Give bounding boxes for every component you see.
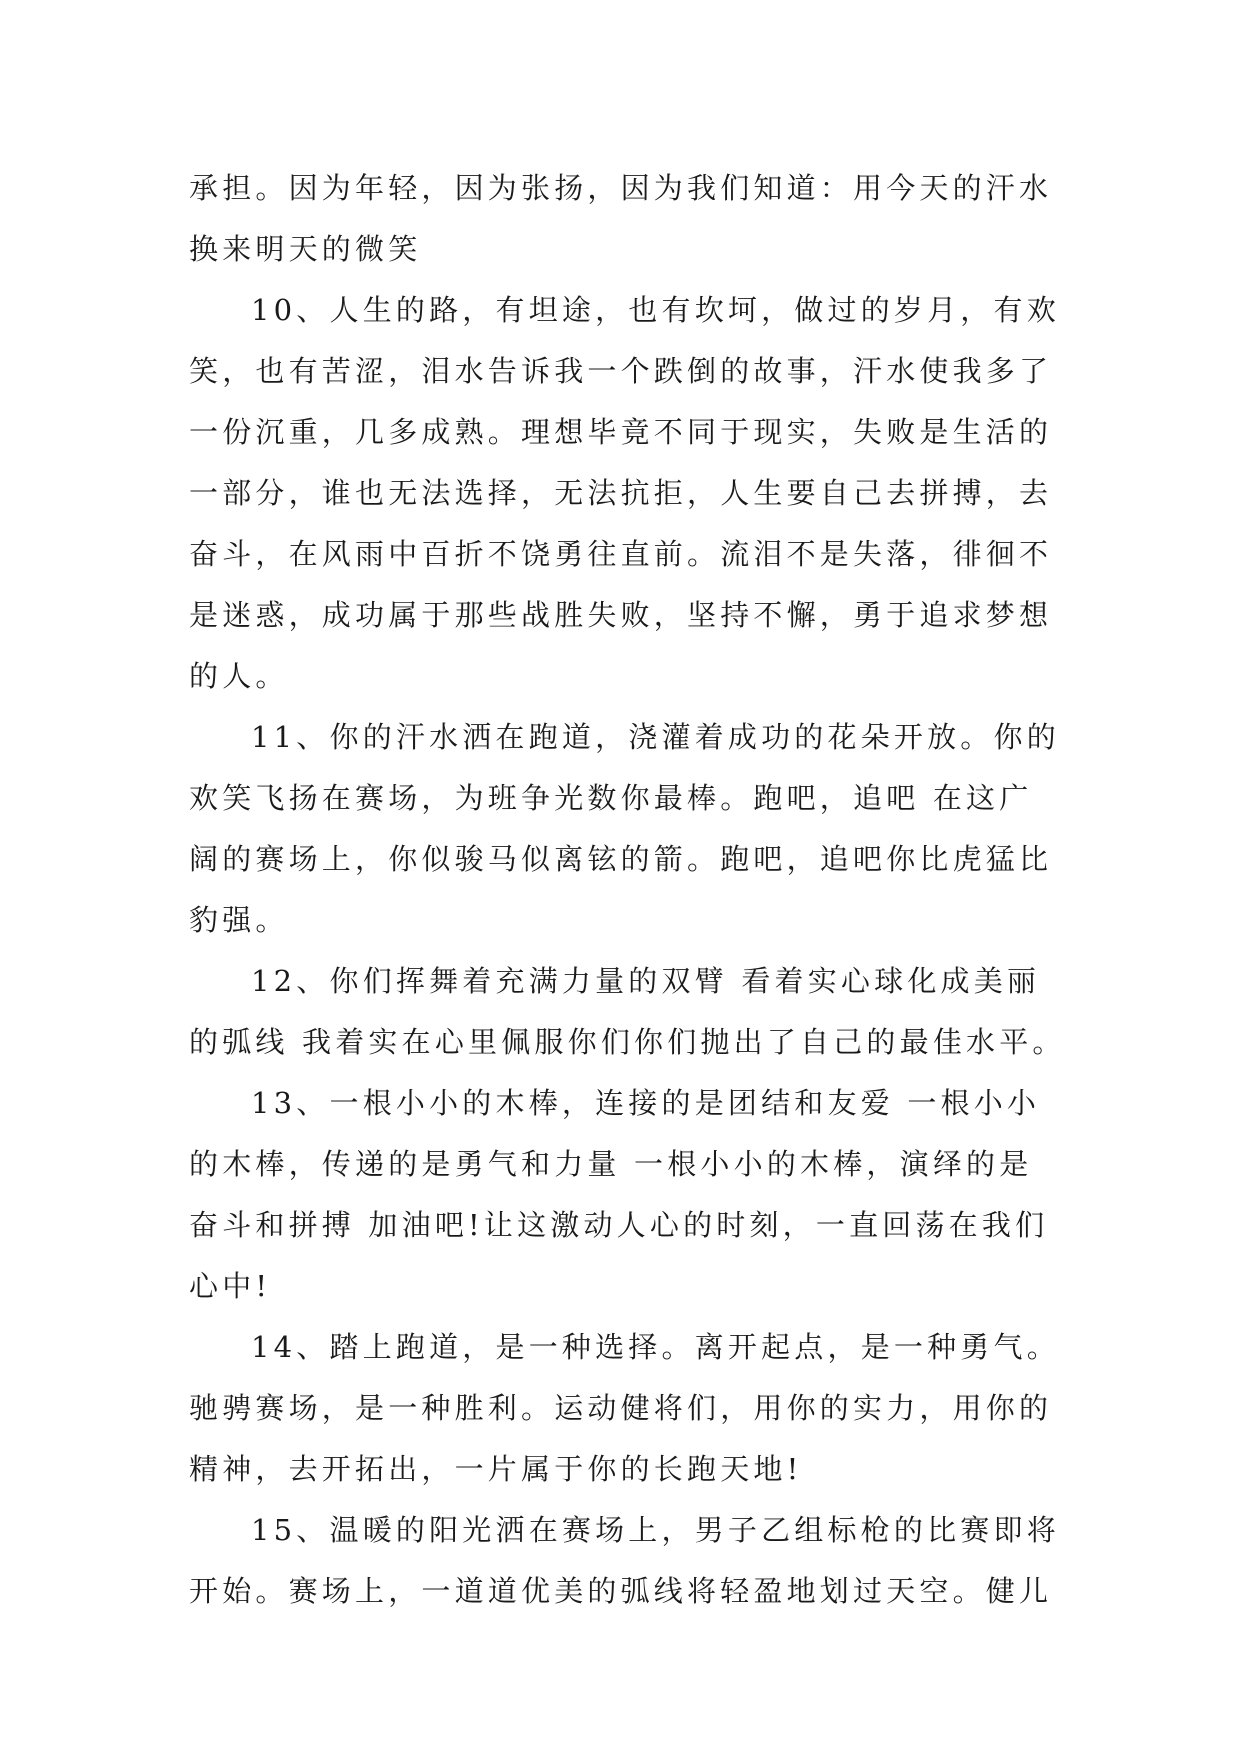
text-line: 12、你们挥舞着充满力量的双臂 看着实心球化成美丽: [251, 964, 1041, 998]
text-line: 奋斗，在风雨中百折不饶勇往直前。流泪不是失落，徘徊不: [189, 537, 1053, 571]
text-line: 精神，去开拓出，一片属于你的长跑天地!: [189, 1452, 803, 1486]
text-line: 豹强。: [189, 903, 289, 937]
text-line: 是迷惑，成功属于那些战胜失败，坚持不懈，勇于追求梦想: [189, 598, 1053, 632]
text-line: 心中!: [189, 1269, 272, 1303]
text-line: 13、一根小小的木棒，连接的是团结和友爱 一根小小: [251, 1086, 1041, 1120]
text-line: 欢笑飞扬在赛场，为班争光数你最棒。跑吧，追吧 在这广: [189, 781, 1033, 815]
text-line: 笑，也有苦涩，泪水告诉我一个跌倒的故事，汗水使我多了: [189, 354, 1053, 388]
text-line: 奋斗和拼搏 加油吧!让这激动人心的时刻，一直回荡在我们: [189, 1208, 1049, 1242]
paragraph: [189, 1317, 1059, 1500]
paragraph: [189, 158, 1059, 280]
paragraph: [189, 951, 1066, 1073]
text-line: 开始。赛场上，一道道优美的弧线将轻盈地划过天空。健儿: [189, 1574, 1053, 1608]
text-line: 阔的赛场上，你似骏马似离铉的箭。跑吧，追吧你比虎猛比: [189, 842, 1053, 876]
text-line: 驰骋赛场，是一种胜利。运动健将们，用你的实力，用你的: [189, 1391, 1053, 1425]
paragraph: [189, 707, 1059, 951]
paragraph: [189, 1073, 1059, 1317]
text-line: 承担。因为年轻，因为张扬，因为我们知道：用今天的汗水: [189, 171, 1053, 205]
text-line: 11、你的汗水洒在跑道，浇灌着成功的花朵开放。你的: [251, 720, 1060, 754]
text-line: 的木棒，传递的是勇气和力量 一根小小的木棒，演绎的是: [189, 1147, 1033, 1181]
text-line: 换来明天的微笑: [189, 232, 422, 266]
paragraph: [189, 1500, 1059, 1622]
text-line: 15、温暖的阳光洒在赛场上，男子乙组标枪的比赛即将: [251, 1513, 1060, 1547]
text-line: 一部分，谁也无法选择，无法抗拒，人生要自己去拼搏，去: [189, 476, 1053, 510]
paragraph: [189, 280, 1059, 707]
document-body: [189, 158, 1066, 1622]
text-line: 14、踏上跑道，是一种选择。离开起点，是一种勇气。: [251, 1330, 1060, 1364]
text-line: 一份沉重，几多成熟。理想毕竟不同于现实，失败是生活的: [189, 415, 1053, 449]
text-line: 的人。: [189, 659, 289, 693]
text-line: 10、人生的路，有坦途，也有坎坷，做过的岁月，有欢: [251, 293, 1060, 327]
text-line: 的弧线 我着实在心里佩服你们你们抛出了自己的最佳水平。: [189, 1025, 1066, 1059]
